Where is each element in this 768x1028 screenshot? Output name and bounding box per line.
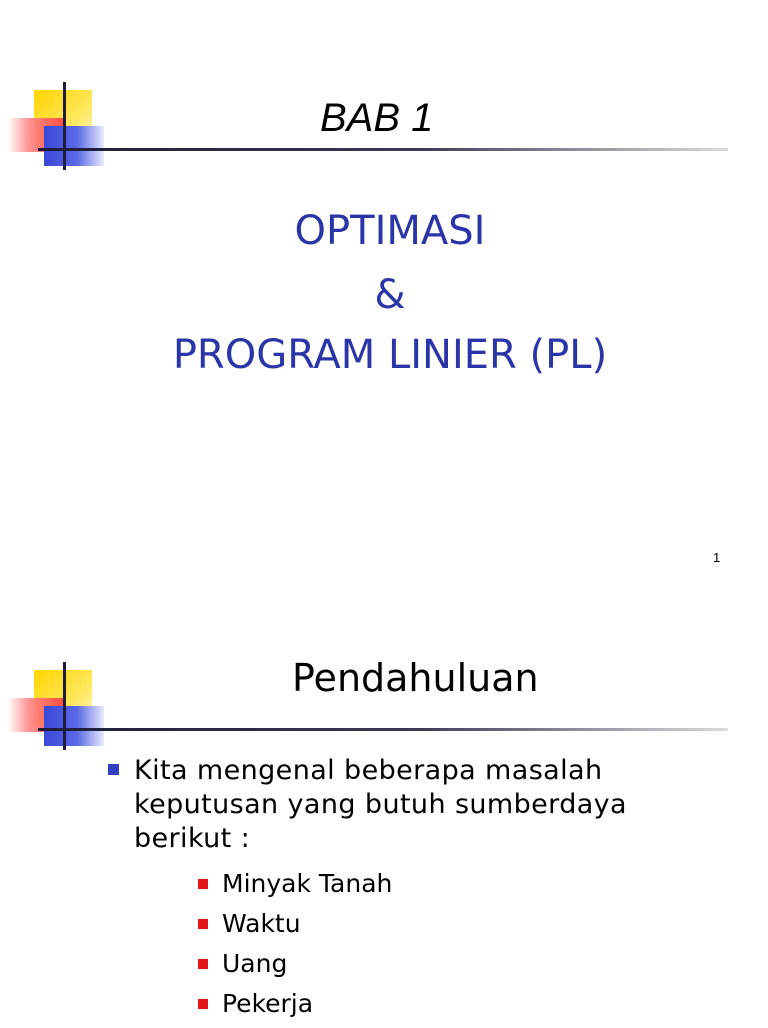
list-item [198, 868, 392, 908]
list-item-label: Waktu [222, 909, 301, 938]
sub-bullet-list [198, 868, 392, 1028]
title-line-1: OPTIMASI [294, 208, 486, 254]
title-line-2: & [374, 272, 406, 318]
red-bullet-icon [198, 879, 208, 889]
decor-horizontal-line [38, 728, 728, 731]
red-bullet-icon [198, 959, 208, 969]
list-item-label: Pekerja [222, 989, 314, 1018]
list-item [198, 988, 392, 1028]
list-item-label: Minyak Tanah [222, 869, 393, 898]
blue-bullet-icon [108, 764, 119, 775]
list-item-label: Uang [222, 949, 288, 978]
decor-vertical-line [63, 662, 66, 750]
slide-decoration [0, 0, 768, 180]
red-bullet-icon [198, 919, 208, 929]
decor-blue-square [44, 126, 104, 166]
main-bullet-text: Kita mengenal beberapa masalah keputusan yang butuh sumberdaya berikut : [134, 755, 628, 854]
page-number: 1 [713, 550, 721, 565]
chapter-heading: BAB 1 [320, 96, 434, 140]
list-item [198, 908, 392, 948]
main-bullet [108, 754, 728, 856]
decor-vertical-line [63, 82, 66, 170]
slide-2 [0, 580, 768, 1024]
list-item [198, 948, 392, 988]
red-bullet-icon [198, 999, 208, 1009]
decor-blue-square [44, 706, 104, 746]
decor-horizontal-line [38, 148, 728, 151]
slide-title: Pendahuluan [292, 656, 539, 700]
title-line-3: PROGRAM LINIER (PL) [172, 332, 608, 378]
